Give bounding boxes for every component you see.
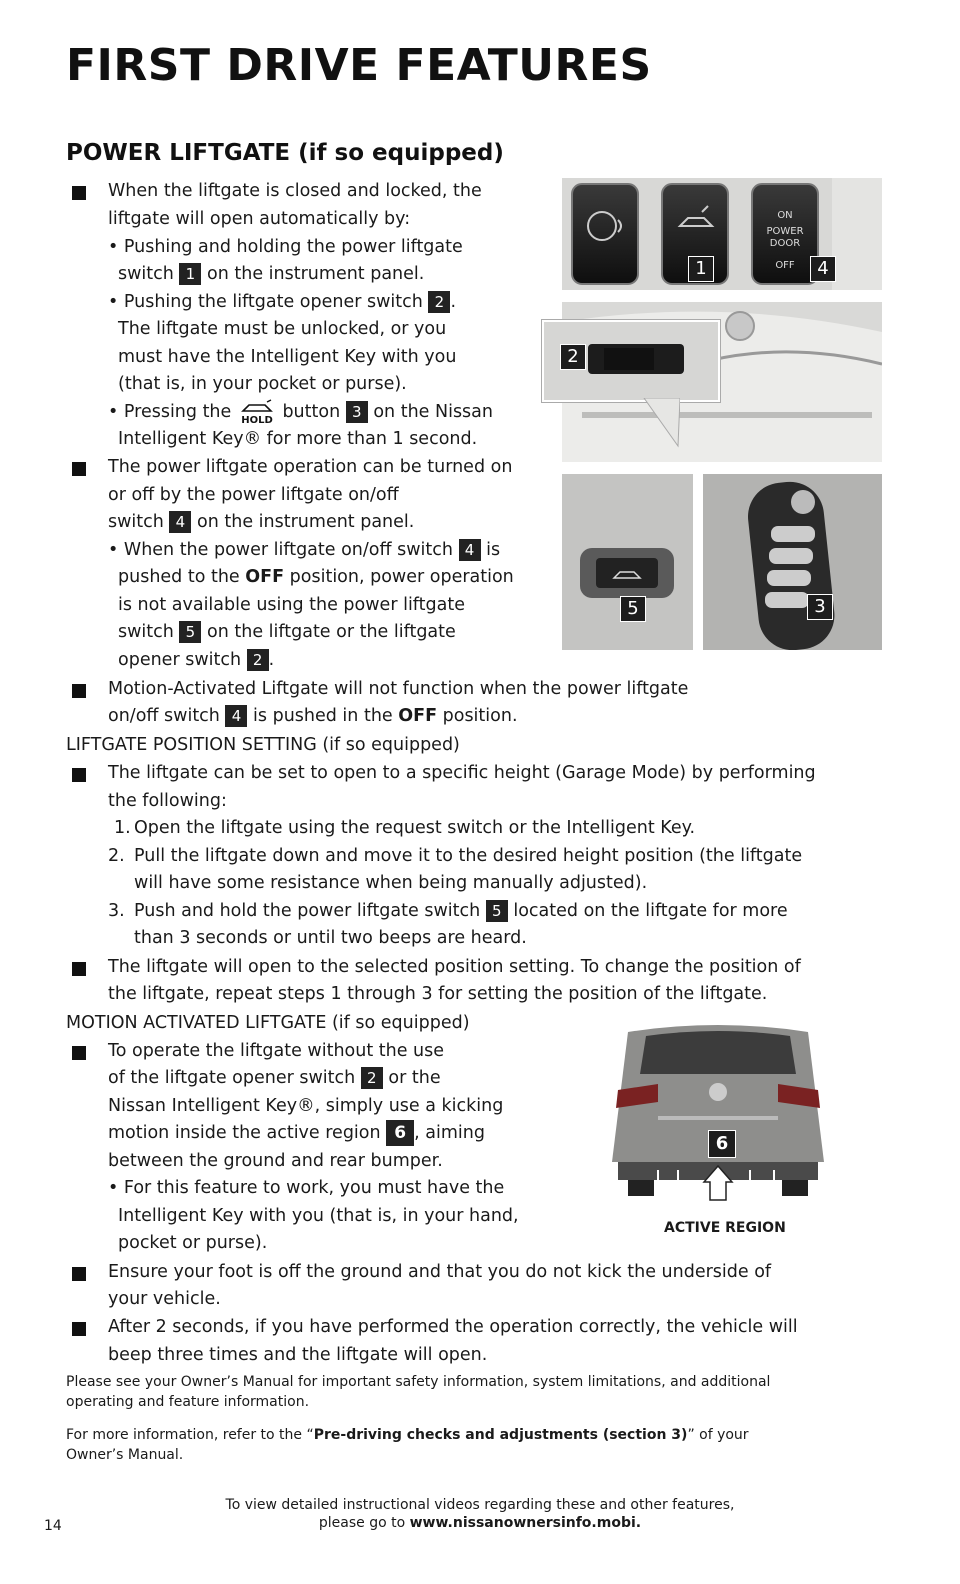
hold-label: HOLD bbox=[241, 415, 273, 425]
text-line: After 2 seconds, if you have performed the operation correctly, the vehicle will bbox=[108, 1317, 798, 1337]
text: For more information, refer to the “ bbox=[66, 1427, 314, 1443]
photo-badge: 6 bbox=[708, 1130, 736, 1158]
note-line: operating and feature information. bbox=[66, 1394, 310, 1410]
bullet-square bbox=[72, 1267, 86, 1281]
subsection-heading: MOTION ACTIVATED LIFTGATE (if so equipped) bbox=[66, 1013, 470, 1033]
text-line: Pull the liftgate down and move it to the desired height position (the liftgate bbox=[134, 846, 803, 866]
text-line: than 3 seconds or until two beeps are heard. bbox=[134, 928, 527, 948]
text-line: The liftgate can be set to open to a specific height (Garage Mode) by performing bbox=[108, 763, 816, 783]
text-line: Ensure your foot is off the ground and that you do not kick the underside of bbox=[108, 1262, 772, 1282]
text-line bbox=[108, 537, 500, 565]
text: switch bbox=[108, 512, 164, 532]
text: motion inside the active region bbox=[108, 1123, 381, 1143]
text-line bbox=[108, 1065, 441, 1093]
footer-url: www.nissanownersinfo.mobi. bbox=[409, 1515, 642, 1531]
opener-inset bbox=[542, 320, 720, 402]
footer-line: To view detailed instructional videos regarding these and other features, bbox=[225, 1497, 735, 1513]
bullet-square bbox=[72, 1322, 86, 1336]
text-line bbox=[118, 564, 514, 592]
callout-badge: 3 bbox=[346, 401, 368, 423]
text-line bbox=[108, 399, 493, 427]
bullet-square bbox=[72, 684, 86, 698]
text-line: The liftgate must be unlocked, or you bbox=[118, 319, 447, 339]
text-line: Intelligent Key® for more than 1 second. bbox=[118, 429, 478, 449]
text-line: Nissan Intelligent Key®, simply use a kicking bbox=[108, 1096, 504, 1116]
text-line bbox=[118, 261, 424, 289]
callout-badge: 2 bbox=[247, 649, 269, 671]
text: is pushed in the bbox=[253, 706, 393, 726]
active-region-label: ACTIVE REGION bbox=[664, 1220, 786, 1236]
text-line bbox=[118, 619, 456, 647]
note-line: Owner’s Manual. bbox=[66, 1447, 184, 1463]
vehicle-rear-photo bbox=[598, 1022, 838, 1212]
bullet-square bbox=[72, 962, 86, 976]
bullet-square bbox=[72, 462, 86, 476]
text: please go to bbox=[318, 1515, 410, 1531]
text-line: When the liftgate is closed and locked, the bbox=[108, 181, 482, 201]
section-title: POWER LIFTGATE (if so equipped) bbox=[66, 140, 504, 166]
text: position. bbox=[442, 706, 518, 726]
text-line: your vehicle. bbox=[108, 1289, 221, 1309]
text: on the instrument panel. bbox=[197, 512, 415, 532]
text-line: Motion-Activated Liftgate will not function when the power liftgate bbox=[108, 679, 689, 699]
text: ” of your bbox=[687, 1427, 749, 1443]
note-line bbox=[66, 1425, 749, 1445]
text: pushed to the bbox=[118, 567, 240, 587]
text: opener switch bbox=[118, 650, 242, 670]
text-line: beep three times and the liftgate will open. bbox=[108, 1345, 488, 1365]
text-line: Open the liftgate using the request switch or the Intelligent Key. bbox=[134, 818, 696, 838]
text-line: between the ground and rear bumper. bbox=[108, 1151, 443, 1171]
callout-badge: 4 bbox=[225, 705, 247, 727]
panel-on-label: ON bbox=[777, 210, 793, 221]
note-line: Please see your Owner’s Manual for important safety information, system limitations, and additional bbox=[66, 1374, 771, 1390]
text: Push and hold the power liftgate switch bbox=[134, 901, 481, 921]
callout-badge: 6 bbox=[386, 1120, 414, 1146]
page-number: 14 bbox=[44, 1518, 62, 1534]
subsection-heading: LIFTGATE POSITION SETTING (if so equipped) bbox=[66, 735, 460, 755]
photo-badge: 2 bbox=[560, 344, 586, 370]
inset-pointer bbox=[640, 398, 680, 448]
panel-off-label: OFF bbox=[775, 260, 795, 271]
step-number: 2. bbox=[108, 846, 125, 866]
text-line: (that is, in your pocket or purse). bbox=[118, 374, 407, 394]
callout-badge: 5 bbox=[179, 621, 201, 643]
liftgate-switch-illustration bbox=[562, 474, 693, 650]
text-line: must have the Intelligent Key with you bbox=[118, 347, 457, 367]
text: switch bbox=[118, 622, 174, 642]
text: • Pressing the bbox=[108, 402, 232, 422]
text: , aiming bbox=[414, 1123, 485, 1143]
bullet-square bbox=[72, 768, 86, 782]
callout-badge: 2 bbox=[361, 1067, 383, 1089]
bullet-square bbox=[72, 186, 86, 200]
text: position, power operation bbox=[289, 567, 514, 587]
text-line: the liftgate, repeat steps 1 through 3 for setting the position of the liftgate. bbox=[108, 984, 768, 1004]
text-line: pocket or purse). bbox=[118, 1233, 268, 1253]
liftgate-switch-photo bbox=[562, 474, 693, 650]
key-fob-illustration bbox=[703, 474, 882, 650]
switch-panel-photo bbox=[562, 178, 882, 290]
text-line bbox=[134, 898, 788, 926]
page-title: FIRST DRIVE FEATURES bbox=[66, 40, 652, 91]
callout-badge: 5 bbox=[486, 900, 508, 922]
photo-badge: 4 bbox=[810, 256, 836, 282]
text: • When the power liftgate on/off switch bbox=[108, 540, 453, 560]
step-number: 3. bbox=[108, 901, 125, 921]
text-line: The liftgate will open to the selected position setting. To change the position of bbox=[108, 957, 801, 977]
panel-door-label: DOOR bbox=[769, 238, 801, 249]
liftgate-hold-icon bbox=[237, 399, 277, 425]
panel-power-label: POWER bbox=[766, 226, 804, 237]
text-line bbox=[108, 1120, 485, 1148]
callout-badge: 4 bbox=[169, 511, 191, 533]
text-line bbox=[118, 647, 274, 675]
text-line: or off by the power liftgate on/off bbox=[108, 485, 399, 505]
text: • Pushing the liftgate opener switch bbox=[108, 292, 423, 312]
vehicle-rear-illustration bbox=[598, 1022, 838, 1212]
text-line: To operate the liftgate without the use bbox=[108, 1041, 445, 1061]
text-bold: Pre-driving checks and adjustments (section 3) bbox=[313, 1427, 688, 1443]
text: is bbox=[486, 540, 501, 560]
text: or the bbox=[388, 1068, 441, 1088]
text: on the liftgate or the liftgate bbox=[207, 622, 456, 642]
text-line bbox=[108, 703, 518, 731]
text-line: is not available using the power liftgate bbox=[118, 595, 465, 615]
text-line: • Pushing and holding the power liftgate bbox=[108, 237, 463, 257]
text: button bbox=[282, 402, 341, 422]
text-line: • For this feature to work, you must have the bbox=[108, 1178, 505, 1198]
text-line bbox=[108, 289, 456, 317]
text: located on the liftgate for more bbox=[513, 901, 788, 921]
photo-badge: 3 bbox=[807, 594, 833, 620]
text: switch bbox=[118, 264, 174, 284]
photo-badge: 5 bbox=[620, 596, 646, 622]
callout-badge: 1 bbox=[179, 263, 201, 285]
text-line: Intelligent Key with you (that is, in your hand, bbox=[118, 1206, 519, 1226]
text: . bbox=[450, 292, 457, 312]
key-fob-photo bbox=[703, 474, 882, 650]
callout-badge: 4 bbox=[459, 539, 481, 561]
footer-line bbox=[0, 1514, 960, 1532]
bullet-square bbox=[72, 1046, 86, 1060]
text: on/off switch bbox=[108, 706, 220, 726]
text-bold: OFF bbox=[245, 567, 285, 587]
text-bold: OFF bbox=[398, 706, 438, 726]
text: . bbox=[268, 650, 275, 670]
text: of the liftgate opener switch bbox=[108, 1068, 356, 1088]
text-line: liftgate will open automatically by: bbox=[108, 209, 411, 229]
text-line bbox=[108, 509, 414, 537]
text-line: will have some resistance when being manually adjusted). bbox=[134, 873, 648, 893]
text-line: The power liftgate operation can be turned on bbox=[108, 457, 513, 477]
step-number: 1. bbox=[114, 818, 131, 838]
callout-badge: 2 bbox=[428, 291, 450, 313]
photo-badge: 1 bbox=[688, 256, 714, 282]
footer bbox=[0, 1496, 960, 1532]
text: on the instrument panel. bbox=[207, 264, 425, 284]
text: on the Nissan bbox=[373, 402, 493, 422]
text-line: the following: bbox=[108, 791, 227, 811]
